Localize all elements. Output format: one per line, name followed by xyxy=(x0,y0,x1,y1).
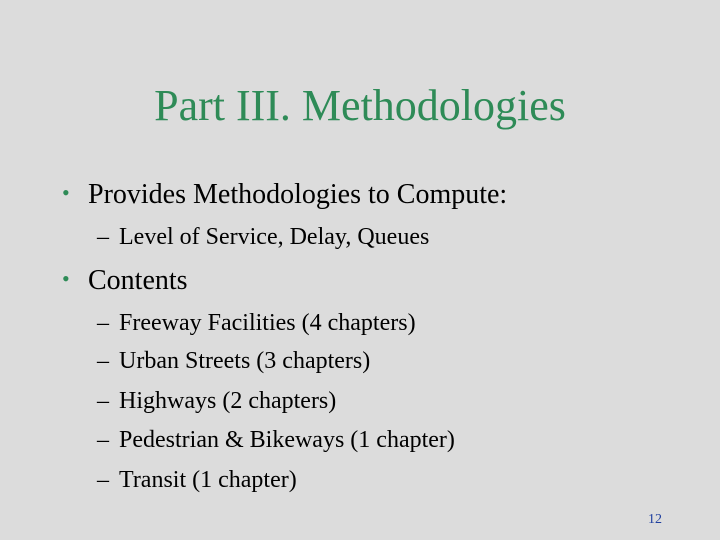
sub-item xyxy=(97,308,416,338)
sub-item-text: Freeway Facilities (4 chapters) xyxy=(119,310,416,336)
sub-item-text: Transit (1 chapter) xyxy=(119,467,297,493)
bullet-text: Provides Methodologies to Compute: xyxy=(88,179,508,210)
sub-item xyxy=(97,465,297,495)
page-number: 12 xyxy=(648,512,662,527)
bullet-dot-icon: • xyxy=(62,180,70,205)
dash-icon: – xyxy=(97,348,109,374)
sub-item xyxy=(97,386,336,416)
dash-icon: – xyxy=(97,310,109,336)
sub-item-text: Pedestrian & Bikeways (1 chapter) xyxy=(119,427,455,453)
sub-item-text: Level of Service, Delay, Queues xyxy=(119,224,430,250)
sub-item-text: Highways (2 chapters) xyxy=(119,388,337,414)
bullet-item xyxy=(62,262,188,298)
dash-icon: – xyxy=(97,467,109,493)
dash-icon: – xyxy=(97,427,109,453)
dash-icon: – xyxy=(97,388,109,414)
slide-title: Part III. Methodologies xyxy=(154,81,566,130)
bullet-text: Contents xyxy=(88,265,188,296)
sub-item-text: Urban Streets (3 chapters) xyxy=(119,348,371,374)
sub-item xyxy=(97,222,429,252)
bullet-dot-icon: • xyxy=(62,266,70,291)
sub-item xyxy=(97,425,455,455)
dash-icon: – xyxy=(97,224,109,250)
sub-item xyxy=(97,346,370,376)
bullet-item xyxy=(62,176,507,212)
